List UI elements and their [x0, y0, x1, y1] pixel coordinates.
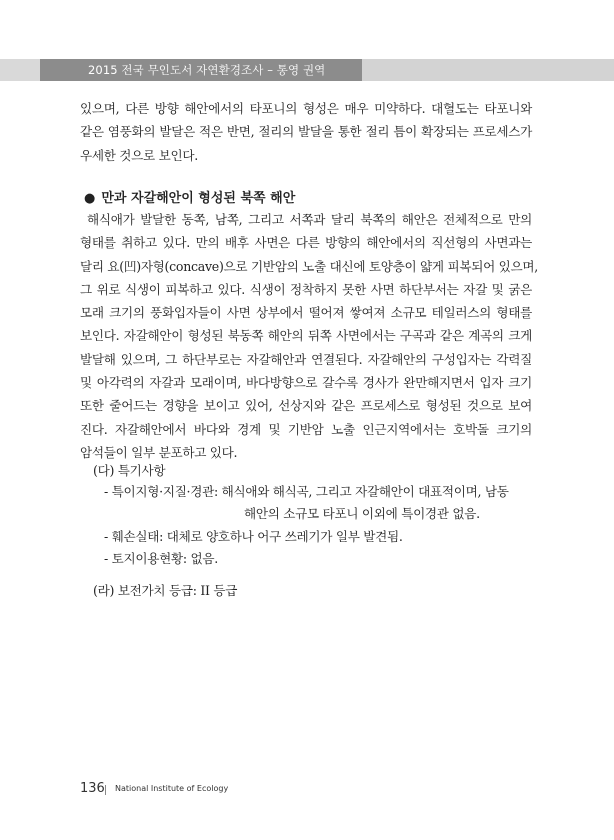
section-heading: [84, 187, 295, 206]
text-line: 보인다. 자갈해안이 형성된 북동쪽 해안의 뒤쪽 사면에서는 구곡과 같은 계곡의 크게: [80, 328, 532, 344]
text-line: 모래 크기의 풍화입자들이 사면 상부에서 떨어져 쌓여져 소규모 테일러스의 형태를: [80, 305, 532, 321]
text-line: 진다. 자갈해안에서 바다와 경계 및 기반암 노출 인근지역에서는 호박돌 크기의: [80, 421, 532, 437]
text-line: 해식애가 발달한 동쪽, 남쪽, 그리고 서쪽과 달리 북쪽의 해안은 전체적으로 만의: [87, 212, 532, 227]
text-line: 형태를 취하고 있다. 만의 배후 사면은 다른 방향의 해안에서의 직선형의 사면과는: [80, 235, 532, 251]
intro-paragraph: [80, 97, 532, 167]
text-line: 암석들이 일부 분포하고 있다.: [80, 444, 238, 460]
text-line: 또한 줄어드는 경향을 보이고 있어, 선상지와 같은 프로세스로 형성된 것으로 보여: [80, 398, 532, 414]
special-item-land-use: - 토지이용현황: 없음.: [104, 551, 218, 566]
special-heading: (다) 특기사항: [93, 463, 166, 478]
section-paragraph: [80, 208, 538, 464]
text-line: 있으며, 다른 방향 해안에서의 타포니의 형성은 매우 미약하다. 대혈도는 타포니와: [80, 101, 532, 116]
text-line: 같은 염풍화의 발달은 적은 반면, 절리의 발달을 통한 절리 틈이 확장되는 프로세스가: [80, 124, 532, 140]
section-heading-text: 만과 자갈해안이 형성된 북쪽 해안: [101, 191, 296, 206]
page-number: 136: [80, 781, 105, 796]
footer-organization: National Institute of Ecology: [115, 784, 229, 793]
special-item-damage: - 훼손실태: 대체로 양호하나 어구 쓰레기가 일부 발견됨.: [104, 529, 403, 544]
running-header: 2015 전국 무인도서 자연환경조사 – 통영 권역: [88, 63, 326, 77]
conservation-grade: (라) 보전가치 등급: II 등급: [93, 583, 238, 598]
text-line: 달리 요(凹)자형(concave)으로 기반암의 노출 대신에 토양층이 얇게 피복되어 있으며,: [80, 258, 538, 274]
special-item-landform-continued: 해안의 소규모 타포니 이외에 특이경관 없음.: [244, 506, 480, 521]
bullet-icon: ●: [84, 191, 96, 206]
text-line: 그 위로 식생이 피복하고 있다. 식생이 정착하지 못한 사면 하단부서는 자갈 및 굵은: [80, 281, 532, 297]
text-line: 및 아각력의 자갈과 모래이며, 바다방향으로 갈수록 경사가 완만해지면서 입자 크기: [80, 375, 532, 391]
text-line: 우세한 것으로 보인다.: [80, 147, 198, 163]
special-item-landform: - 특이지형·지질·경관: 해식애와 해식곡, 그리고 자갈해안이 대표적이며, 남동: [104, 484, 509, 499]
text-line: 발달해 있으며, 그 하단부로는 자갈해안과 연결된다. 자갈해안의 구성입자는 각력질: [80, 351, 532, 367]
footer-divider: [105, 785, 106, 795]
